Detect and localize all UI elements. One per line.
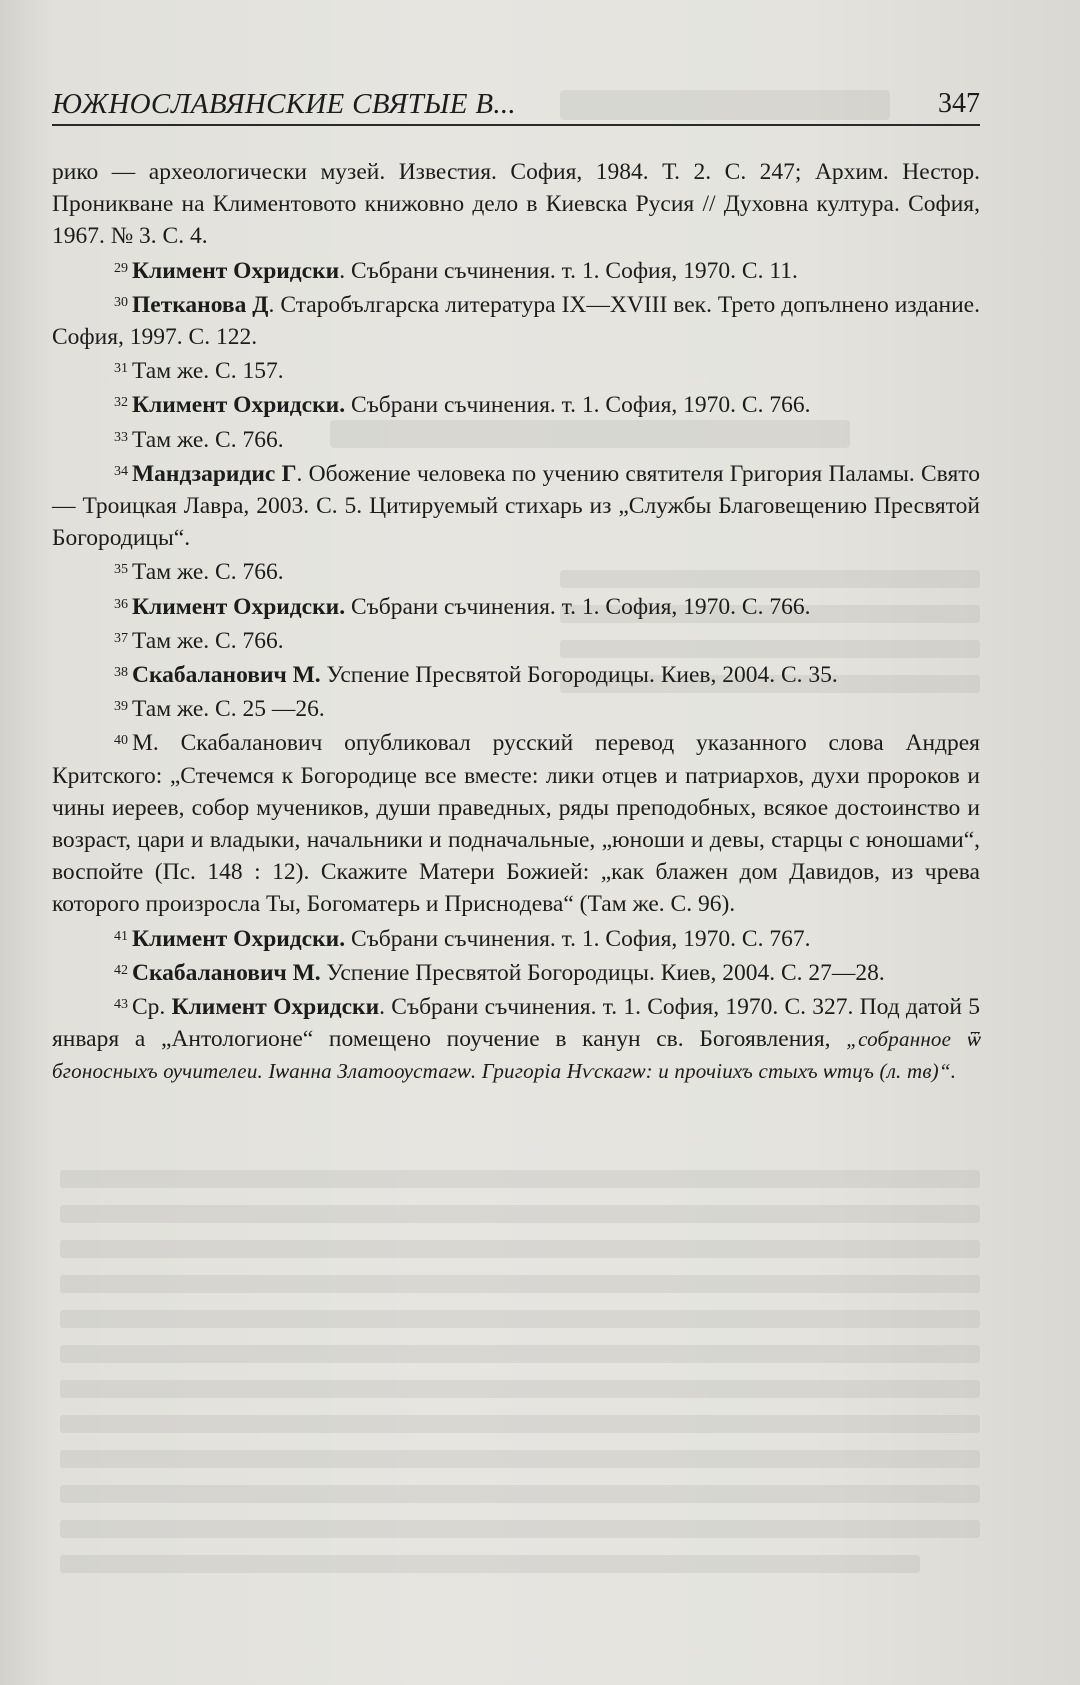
footnote-text: Събрани съчинения. т. 1. София, 1970. С. 767. <box>345 925 811 952</box>
footnote <box>52 554 980 588</box>
footnote-text: . Събрани съчинения. т. 1. София, 1970. С. 11. <box>339 257 798 284</box>
footnote-number: 38 <box>114 665 128 681</box>
footnotes-block <box>52 156 980 1088</box>
footnote-number: 35 <box>114 562 128 578</box>
footnote-number: 29 <box>114 260 128 276</box>
footnote <box>52 691 980 725</box>
footnote-author: Климент Охридски <box>171 994 380 1021</box>
footnote-author: Скабаланович М. <box>132 662 321 689</box>
footnote <box>52 456 980 555</box>
footnote-author: Мандзаридис Г <box>132 460 297 487</box>
footnote <box>52 955 980 989</box>
footnote-author: Скабаланович М. <box>132 959 321 986</box>
footnote <box>52 921 980 955</box>
footnote-author: Петканова Д <box>132 291 269 318</box>
page-number: 347 <box>938 88 980 119</box>
footnote-number: 31 <box>114 361 128 377</box>
footnote <box>52 253 980 287</box>
footnote-number: 34 <box>114 463 128 479</box>
footnote-text: Събрани съчинения. т. 1. София, 1970. С. 766. <box>345 392 811 419</box>
footnote <box>52 657 980 691</box>
footnote-author: Климент Охридски. <box>132 593 346 620</box>
footnote-text: Успение Пресвятой Богородицы. Киев, 2004. С. 27—28. <box>320 959 885 986</box>
footnote-number: 36 <box>114 596 128 612</box>
footnote <box>52 623 980 657</box>
footnote <box>52 989 980 1088</box>
running-title: ЮЖНОСЛАВЯНСКИЕ СВЯТЫЕ В... <box>52 88 516 120</box>
footnote-author: Климент Охридски. <box>132 392 346 419</box>
footnote <box>52 725 980 920</box>
footnote-number: 40 <box>114 733 128 749</box>
footnote-author: Климент Охридски. <box>132 925 346 952</box>
footnote-text: Успение Пресвятой Богородицы. Киев, 2004. С. 35. <box>320 662 838 689</box>
footnote-author: Климент Охридски <box>132 257 340 284</box>
footnote <box>52 387 980 421</box>
footnote-number: 37 <box>114 630 128 646</box>
running-header <box>52 84 980 126</box>
footnote-text: Там же. С. 766. <box>132 559 284 586</box>
footnote-number: 33 <box>114 429 128 445</box>
footnote-number: 30 <box>114 294 128 310</box>
footnote-text: . Събрани съчинения. т. 1. София, 1970. С. 327. Под датой 5 января а „Антологионе“ помещено поучение в канун св. Богоявления, <box>52 994 980 1053</box>
footnote <box>52 287 980 353</box>
footnote-number: 42 <box>114 962 128 978</box>
footnote-text: М. Скабаланович опубликовал русский перевод указанного слова Андрея Критского: „Стечемся к Богородице все вместе: лики отцев и патриархов, духи пророков и чины иереев, собор мучеников, души праведных, ряды преподобных, всякое достоинство и возраст, цари и владыки, начальники и подначальные, „юноши и девы, старцы с юношами“, воспойте (Пс. 148 : 12). Скажите Матери Божией: „как блажен дом Давидов, из чрева которого произросла Ты, Богоматерь и Приснодева“ (Там же. С. 96). <box>52 730 980 918</box>
footnote-number: 41 <box>114 928 128 944</box>
footnote-number: 39 <box>114 699 128 715</box>
footnote-number: 43 <box>114 997 128 1013</box>
footnote-prefix: Ср. <box>132 994 172 1021</box>
footnote-text: Там же. С. 766. <box>132 627 284 654</box>
footnote-number: 32 <box>114 395 128 411</box>
footnote-text: Там же. С. 157. <box>132 358 284 385</box>
footnote-continuation: рико — археологически музей. Известия. София, 1984. Т. 2. С. 247; Архим. Нестор. Проникване на Климентовото книжовно дело в Киевска Русия // Духовна култура. София, 1967. № 3. С. 4. <box>52 159 980 250</box>
church-slavonic-quote: „собранное ѿ бгоносныхъ ѹчителеи. Іѡанна Златоѹстагѡ. Григоріа Нѵскагѡ: и прочіихъ стыхъ ѡтцъ (л. тв)“. <box>52 1027 980 1084</box>
footnote-text: . Старобългарска литература IX—XVIII век. Трето допълнено издание. София, 1997. С. 122. <box>52 291 980 351</box>
footnote-text: Събрани съчинения. т. 1. София, 1970. С. 766. <box>345 593 811 620</box>
footnote-text: Там же. С. 25 —26. <box>132 696 325 723</box>
footnote <box>52 589 980 623</box>
footnote-text: Там же. С. 766. <box>132 426 284 453</box>
footnote-text: . Обожение человека по учению святителя Григория Паламы. Свято — Троицкая Лавра, 2003. С. 5. Цитируемый стихарь из „Службы Благовещению Пресвятой Богородицы“. <box>52 460 980 552</box>
footnote <box>52 353 980 387</box>
footnote <box>52 422 980 456</box>
